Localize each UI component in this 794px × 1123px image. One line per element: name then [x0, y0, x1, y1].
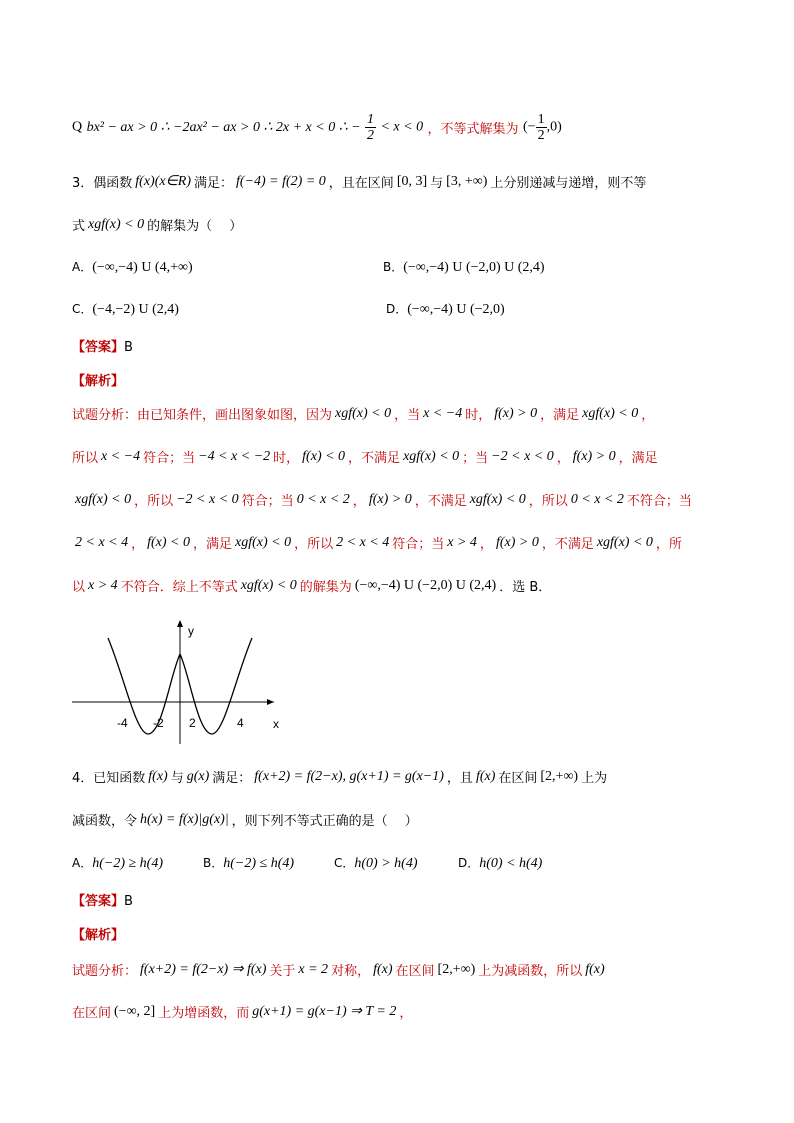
- q4-analysis-line-2: [72, 1002, 732, 1021]
- q4-answer: 【答案】B: [72, 894, 133, 909]
- text-run: 以: [72, 580, 86, 595]
- text-run: 0 < x < 2: [296, 491, 350, 507]
- text-run: xgf(x) < 0: [235, 534, 292, 550]
- text-run: ，不满足: [414, 494, 467, 509]
- text-run: 试题分析：: [72, 964, 138, 979]
- text-run: 0 < x < 2: [570, 491, 624, 507]
- text-run: x = 2: [298, 961, 329, 977]
- q3-analysis-line-1: [72, 404, 732, 423]
- q3-analysis-line-2: [72, 447, 732, 466]
- text-run: 与: [430, 176, 444, 191]
- text-run: f(x+2) = f(2−x) ⇒ f(x): [140, 962, 267, 977]
- text-run: 在区间: [498, 771, 538, 786]
- text-run: ，且: [446, 771, 473, 786]
- text-run: 符合；当: [241, 494, 294, 509]
- text-run: 与: [170, 771, 184, 786]
- function-graph: [66, 616, 286, 751]
- text-run: f(x): [585, 961, 605, 977]
- text-run: 在区间: [395, 964, 435, 979]
- text-run: 上分别递减与递增，则不等: [490, 176, 647, 191]
- text-run: xgf(x) < 0: [240, 577, 297, 593]
- text-run: ，满足: [618, 451, 658, 466]
- text-run: ，当: [394, 408, 421, 423]
- text-run: 2 < x < 4: [75, 534, 129, 550]
- text-run: 上为增函数，而: [158, 1006, 250, 1021]
- y-axis-label: y: [188, 624, 194, 638]
- text-run: 的解集为: [299, 580, 352, 595]
- text-run: ，满足: [193, 537, 233, 552]
- text-run: xgf(x) < 0: [582, 405, 639, 421]
- x-axis-label: x: [273, 717, 279, 731]
- text-run: xgf(x) < 0: [75, 491, 132, 507]
- q4-stem-line-1: [72, 767, 732, 786]
- text-run: g(x): [186, 768, 210, 784]
- text-run: −4 < x < −2: [198, 448, 271, 464]
- text-run: x < −4: [101, 448, 141, 464]
- text-run: −2 < x < 0: [176, 491, 239, 507]
- text-run: ，且在区间: [328, 176, 394, 191]
- previous-solution-line: [72, 112, 732, 143]
- text-run: ，: [352, 494, 366, 509]
- q4-stem-line-2: [72, 810, 732, 829]
- text-run: g(x+1) = g(x−1) ⇒ T = 2: [252, 1004, 397, 1019]
- text-run: ，: [399, 1006, 413, 1021]
- text-run: 满足：: [212, 771, 252, 786]
- text-run: xgf(x) < 0: [469, 491, 526, 507]
- fraction-half: $\frac{1}{2}$: [367, 112, 375, 143]
- text-run: ，所以: [294, 537, 334, 552]
- q3-option-c[interactable]: C．(−4,−2) U (2,4): [72, 302, 179, 317]
- text-run: ，不满足: [541, 537, 594, 552]
- text-run: xgf(x) < 0: [596, 534, 653, 550]
- text-run: [2,+∞): [540, 768, 579, 784]
- text-run: f(x): [148, 768, 168, 784]
- text-run: 满足：: [194, 176, 234, 191]
- text-run: 符合；当: [392, 537, 445, 552]
- q3-analysis-tag: 【解析】: [72, 374, 125, 389]
- q3-analysis-line-4: [72, 533, 732, 552]
- text-run: xgf(x) < 0: [335, 405, 392, 421]
- text-run: f(−4) = f(2) = 0: [236, 173, 326, 189]
- text-run: ，所: [655, 537, 682, 552]
- text-run: f(x) < 0: [147, 534, 190, 550]
- text-run: 在区间: [72, 1006, 112, 1021]
- q4-option-c[interactable]: C．h(0) > h(4): [334, 856, 418, 871]
- text-run: f(x) > 0: [572, 448, 616, 464]
- q4-option-d[interactable]: D．h(0) < h(4): [458, 856, 543, 871]
- q4-option-a[interactable]: A．h(−2) ≥ h(4): [72, 856, 163, 871]
- text-run: 上为减函数，所以: [478, 964, 583, 979]
- tick-label-neg2: -2: [153, 716, 164, 730]
- solution-set-close: ,0): [546, 119, 562, 135]
- text-run: ，: [556, 451, 570, 466]
- text-run: ，: [641, 408, 655, 423]
- text-run: f(x): [475, 768, 496, 784]
- text-run: ，则下列不等式正确的是（ ）: [231, 814, 418, 829]
- q3-stem-line-2: [72, 215, 732, 234]
- text-run: 对称，: [331, 964, 371, 979]
- text-run: ．选 B．: [499, 580, 552, 595]
- text-run: x > 4: [88, 577, 118, 593]
- inequality-tail: < x < 0: [380, 119, 424, 135]
- text-run: 减函数，令: [72, 814, 138, 829]
- text-run: 式: [72, 219, 86, 234]
- text-run: 符合；当: [143, 451, 196, 466]
- text-run: x < −4: [423, 405, 463, 421]
- text-run: −2 < x < 0: [491, 448, 554, 464]
- text-run: xgf(x) < 0: [403, 448, 460, 464]
- solution-set-fraction: $\frac{1}{2}$: [537, 112, 545, 143]
- text-run: 2 < x < 4: [336, 534, 390, 550]
- text-run: f(x) > 0: [495, 534, 539, 550]
- text-run: xgf(x) < 0: [88, 216, 145, 232]
- solution-set-text: ，不等式解集为: [427, 122, 519, 137]
- text-run: 试题分析：由已知条件，画出图象如图，因为: [72, 408, 333, 423]
- therefore-symbol: Q: [72, 119, 83, 135]
- text-run: ，不满足: [348, 451, 401, 466]
- text-run: 关于: [269, 964, 296, 979]
- text-run: f(x) > 0: [368, 491, 412, 507]
- text-run: 的解集为（ ）: [147, 219, 243, 234]
- text-run: h(x) = f(x)|g(x)|: [140, 811, 229, 827]
- text-run: 3．偶函数: [72, 176, 133, 191]
- text-run: [0, 3]: [396, 173, 428, 189]
- text-run: ，: [479, 537, 493, 552]
- q3-option-a[interactable]: A．(−∞,−4) U (4,+∞): [72, 260, 193, 275]
- text-run: [2,+∞): [437, 961, 476, 977]
- q4-analysis-line-1: [72, 960, 732, 979]
- q3-option-b[interactable]: B．(−∞,−4) U (−2,0) U (2,4): [383, 260, 545, 275]
- text-run: 所以: [72, 451, 99, 466]
- text-run: ，所以: [134, 494, 174, 509]
- q3-analysis-line-5: [72, 576, 732, 595]
- x-axis-arrow: [267, 699, 274, 705]
- text-run: x > 4: [447, 534, 477, 550]
- text-run: 上为: [581, 771, 608, 786]
- text-run: 4．已知函数: [72, 771, 146, 786]
- solution-set-open: (−: [523, 119, 536, 135]
- q3-option-d[interactable]: D．(−∞,−4) U (−2,0): [386, 302, 505, 317]
- q3-analysis-line-3: [72, 490, 732, 509]
- text-run: f(x)(x∈R): [135, 174, 191, 189]
- text-run: 时，: [273, 451, 300, 466]
- text-run: ，: [131, 537, 145, 552]
- text-run: 时，: [465, 408, 492, 423]
- text-run: [3, +∞): [446, 173, 488, 189]
- q4-option-b[interactable]: B．h(−2) ≤ h(4): [203, 856, 295, 871]
- text-run: f(x) > 0: [494, 405, 538, 421]
- q3-answer: 【答案】B: [72, 340, 133, 355]
- text-run: ；当: [462, 451, 489, 466]
- text-run: (−∞,−4) U (−2,0) U (2,4): [354, 577, 497, 593]
- text-run: f(x+2) = f(2−x), g(x+1) = g(x−1): [254, 768, 444, 784]
- q4-analysis-tag: 【解析】: [72, 928, 125, 943]
- text-run: f(x): [373, 961, 393, 977]
- y-axis-arrow: [177, 620, 183, 627]
- text-run: 不符合；当: [626, 494, 692, 509]
- inequality-chain: bx² − ax > 0 ∴ −2ax² − ax > 0 ∴ 2x + x < 0 ∴ −: [86, 120, 361, 135]
- text-run: (−∞, 2]: [114, 1003, 156, 1019]
- text-run: ，所以: [528, 494, 568, 509]
- text-run: 不符合．综上不等式: [120, 580, 238, 595]
- tick-label-2: 2: [189, 716, 196, 730]
- q3-stem-line-1: [72, 172, 732, 191]
- tick-label-neg4: -4: [117, 716, 128, 730]
- text-run: ，满足: [540, 408, 580, 423]
- tick-label-4: 4: [237, 716, 244, 730]
- text-run: f(x) < 0: [302, 448, 346, 464]
